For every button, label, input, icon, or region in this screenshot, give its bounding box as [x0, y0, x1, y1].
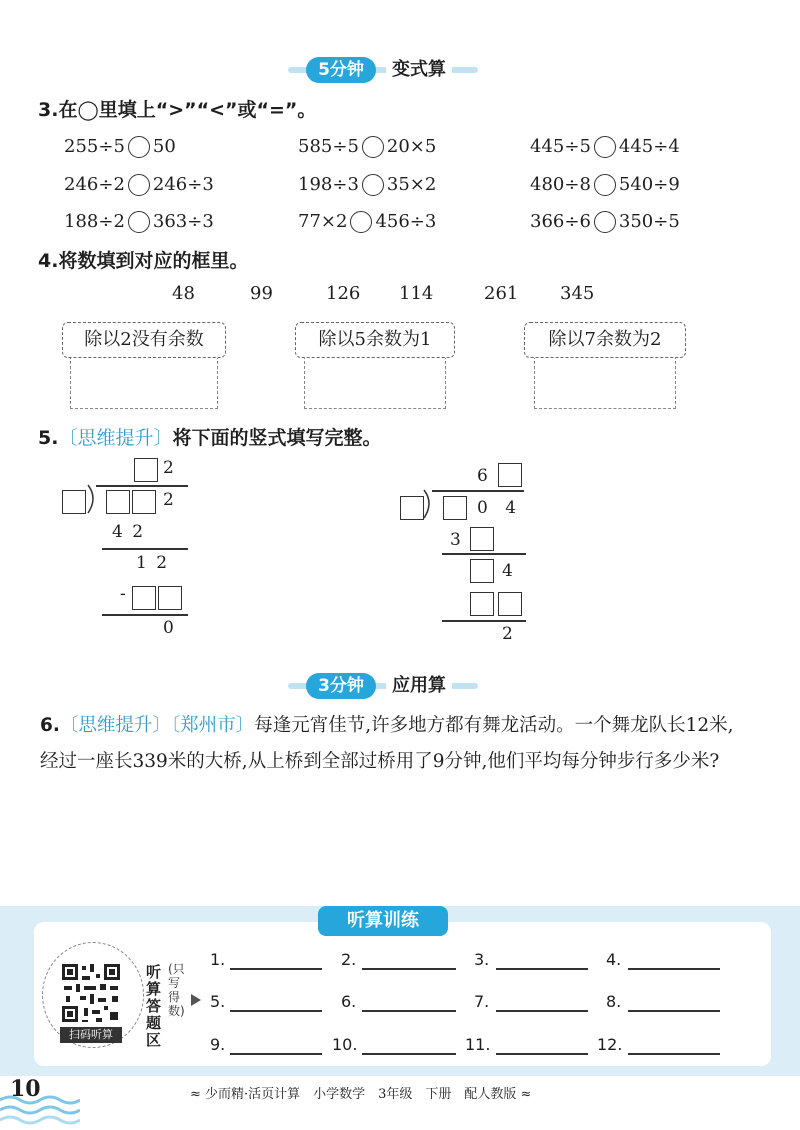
compare-circle[interactable] — [128, 211, 150, 233]
expr-right: 35×2 — [386, 174, 437, 195]
answer-number: 4. — [606, 950, 622, 969]
expr-right: 246÷3 — [152, 174, 214, 195]
q6-text: 每逢元宵佳节,许多地方都有舞龙活动。一个舞龙队长12米,经过一座长339米的大桥,从上桥到全部过桥用了9分钟,他们平均每分钟步行多少米? — [40, 715, 734, 772]
compare-circle[interactable] — [362, 174, 384, 196]
answer-line[interactable] — [496, 1010, 588, 1012]
quotient-digit: 6 — [477, 466, 488, 486]
expr-left: 255÷5 — [64, 136, 125, 157]
answer-line[interactable] — [362, 1010, 456, 1012]
compare-circle[interactable] — [594, 174, 616, 196]
q6-region-tag: 〔郑州市〕 — [170, 715, 255, 736]
expr-right: 350÷5 — [618, 211, 680, 232]
q4-number-item[interactable]: 99 — [250, 283, 273, 304]
answer-line[interactable] — [496, 1053, 588, 1055]
answer-line[interactable] — [362, 968, 456, 970]
subtract-line — [442, 620, 526, 622]
remainder-row: 1 2 — [136, 553, 170, 573]
division-bar — [432, 490, 524, 492]
minus-mark: - — [120, 584, 126, 604]
q4-number-item[interactable]: 48 — [172, 283, 195, 304]
final-remainder: 2 — [502, 624, 513, 644]
answer-number: 10. — [332, 1035, 358, 1054]
q6-number: 6. — [40, 715, 60, 736]
q6-tag: 〔思维提升〕 — [59, 715, 171, 736]
play-arrow-icon — [190, 993, 202, 1007]
compare-circle[interactable] — [128, 174, 150, 196]
expr-left: 246÷2 — [64, 174, 125, 195]
box-label: 除以2没有余数 — [62, 322, 226, 358]
q3-item — [530, 211, 680, 233]
q5-title — [38, 426, 381, 450]
answer-number: 6. — [341, 992, 357, 1011]
expr-left: 445÷5 — [530, 136, 591, 157]
q4-instruction: 将数填到对应的框里。 — [58, 250, 249, 272]
listening-panel-inner — [34, 922, 771, 1066]
subtract-line — [102, 548, 188, 550]
qr-code-icon[interactable] — [60, 962, 122, 1024]
answer-line[interactable] — [362, 1053, 456, 1055]
blank-box[interactable] — [132, 586, 156, 610]
box-label: 除以5余数为1 — [295, 322, 455, 358]
blank-box[interactable] — [470, 527, 494, 551]
q3-number: 3. — [38, 99, 59, 121]
answer-line[interactable] — [628, 1010, 720, 1012]
subtract-line — [442, 553, 526, 555]
expr-left: 188÷2 — [64, 211, 125, 232]
expr-left: 198÷3 — [298, 174, 359, 195]
answer-line[interactable] — [230, 1053, 322, 1055]
q3-title — [38, 98, 316, 122]
q5-number: 5. — [38, 427, 59, 449]
section-time-badge: 5分钟 — [306, 57, 376, 83]
answer-number: 7. — [474, 992, 490, 1011]
section-title: 应用算 — [386, 673, 452, 699]
expr-right: 456÷3 — [375, 211, 437, 232]
q3-item — [64, 174, 214, 196]
blank-box[interactable] — [134, 458, 158, 482]
blank-box[interactable] — [498, 463, 522, 487]
expr-left: 585÷5 — [298, 136, 359, 157]
answer-line[interactable] — [230, 1010, 322, 1012]
q3-item — [64, 211, 214, 233]
answer-line[interactable] — [628, 968, 720, 970]
blank-box[interactable] — [470, 559, 494, 583]
blank-box[interactable] — [132, 490, 156, 514]
answer-number: 2. — [341, 950, 357, 969]
q3-item — [530, 174, 680, 196]
blank-box[interactable] — [106, 490, 130, 514]
answer-number: 1. — [210, 950, 226, 969]
answer-number: 12. — [597, 1035, 623, 1054]
dividend-digits: 0 4 — [477, 498, 523, 518]
q5-instruction: 将下面的竖式填写完整。 — [172, 427, 382, 449]
q3-item — [298, 136, 436, 158]
section-title: 变式算 — [386, 57, 452, 83]
expr-right: 445÷4 — [618, 136, 680, 157]
compare-circle[interactable] — [362, 136, 384, 158]
answer-line[interactable] — [230, 968, 322, 970]
blank-box[interactable] — [62, 490, 86, 514]
final-remainder: 0 — [163, 618, 174, 638]
remainder-digit: 4 — [502, 561, 513, 581]
answer-number: 11. — [465, 1035, 491, 1054]
q5-tag: 〔思维提升〕 — [58, 427, 173, 449]
answer-line[interactable] — [496, 968, 588, 970]
subtract-line — [102, 614, 188, 616]
answer-area-label: 听算答题区 — [146, 963, 162, 1049]
answer-number: 5. — [210, 992, 226, 1011]
q6-problem — [40, 708, 750, 780]
answer-drop-box[interactable] — [70, 356, 218, 409]
expr-right: 20×5 — [386, 136, 437, 157]
footer-text: ≈ 少而精·活页计算 小学数学 3年级 下册 配人教版 ≈ — [190, 1087, 532, 1102]
q4-number-item[interactable]: 126 — [326, 283, 361, 304]
q3-item — [298, 211, 436, 233]
division-bracket — [86, 484, 100, 514]
blank-box[interactable] — [400, 496, 424, 520]
q4-title — [38, 249, 248, 273]
q3-item — [530, 136, 680, 158]
division-bar — [96, 485, 188, 487]
page-number: 10 — [10, 1076, 41, 1102]
listening-title: 听算训练 — [318, 906, 448, 936]
blank-box[interactable] — [498, 592, 522, 616]
blank-box[interactable] — [158, 586, 182, 610]
subtract-row: 4 2 — [112, 522, 146, 542]
expr-right: 50 — [152, 136, 176, 157]
q4-number-item[interactable]: 261 — [484, 283, 519, 304]
dividend-digit: 2 — [163, 490, 174, 510]
quotient-digit: 2 — [163, 458, 174, 478]
answer-line[interactable] — [628, 1053, 720, 1055]
q4-number-item[interactable]: 114 — [399, 283, 434, 304]
answer-number: 8. — [606, 992, 622, 1011]
qr-caption: 扫码听算 — [60, 1027, 122, 1043]
blank-box[interactable] — [470, 592, 494, 616]
answer-number: 9. — [210, 1035, 226, 1054]
q3-item — [64, 136, 176, 158]
answer-drop-box[interactable] — [534, 356, 676, 409]
q4-number: 4. — [38, 250, 59, 272]
subtract-row: 3 — [450, 530, 461, 550]
box-label: 除以7余数为2 — [524, 322, 686, 358]
section-time-badge: 3分钟 — [306, 673, 376, 699]
q3-instruction: 在◯里填上“>”“<”或“=”。 — [58, 99, 317, 121]
compare-circle[interactable] — [350, 211, 372, 233]
division-bracket — [422, 489, 436, 519]
blank-box[interactable] — [443, 496, 467, 520]
expr-left: 366÷6 — [530, 211, 591, 232]
expr-right: 540÷9 — [618, 174, 680, 195]
expr-left: 480÷8 — [530, 174, 591, 195]
answer-drop-box[interactable] — [304, 356, 446, 409]
q4-number-item[interactable]: 345 — [560, 283, 595, 304]
q3-item — [298, 174, 436, 196]
compare-circle[interactable] — [128, 136, 150, 158]
answer-number: 3. — [474, 950, 490, 969]
expr-left: 77×2 — [298, 211, 348, 232]
compare-circle[interactable] — [594, 136, 616, 158]
answer-area-note: (只写得数) — [168, 962, 185, 1018]
expr-right: 363÷3 — [152, 211, 214, 232]
compare-circle[interactable] — [594, 211, 616, 233]
